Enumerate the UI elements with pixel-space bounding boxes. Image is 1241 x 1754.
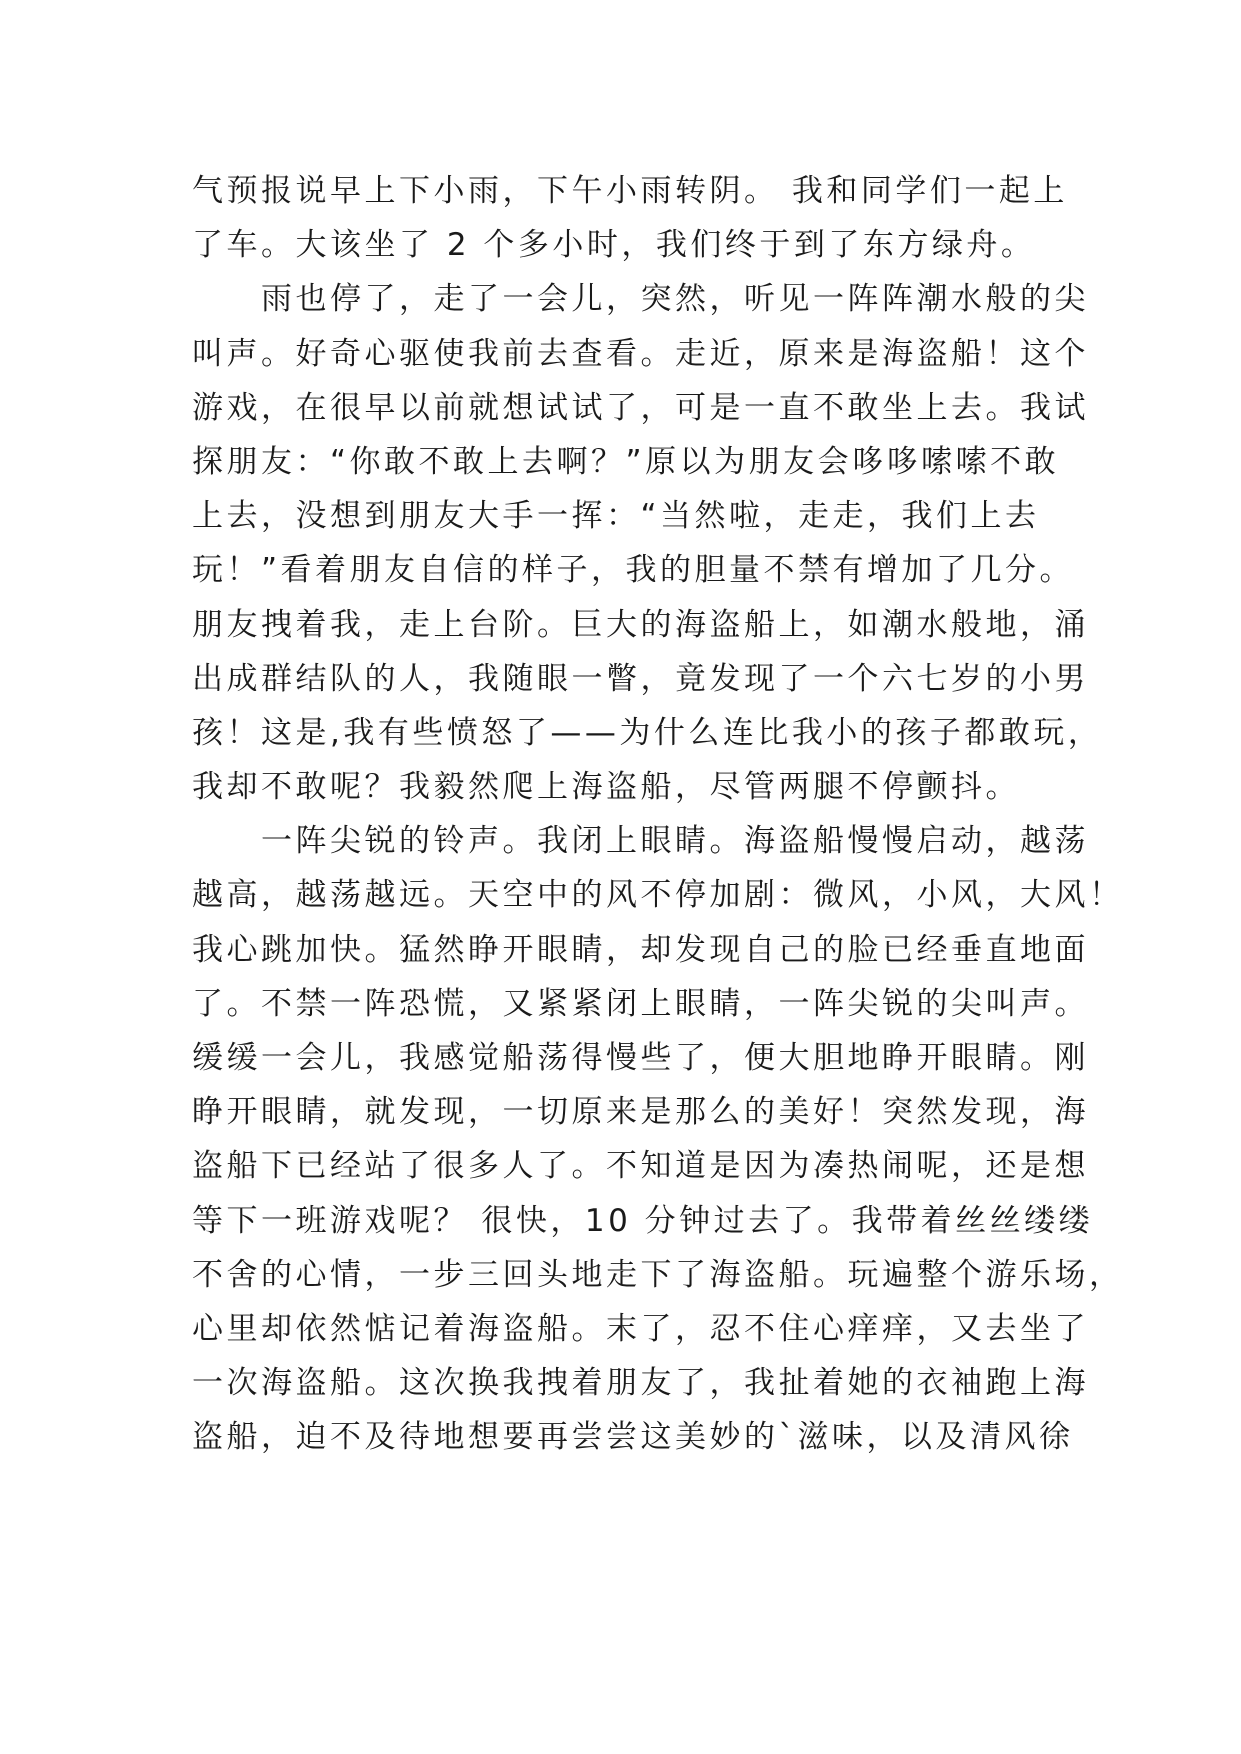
essay-body <box>192 164 1124 1465</box>
text-line: 越高，越荡越远。天空中的风不停加剧：微风，小风，大风！ <box>192 877 1124 914</box>
text-line: 孩！这是,我有些愤怒了——为什么连比我小的孩子都敢玩， <box>192 714 1103 751</box>
text-line: 了车。大该坐了 2 个多小时，我们终于到了东方绿舟。 <box>192 227 1036 264</box>
text-line: 玩！”看着朋友自信的样子，我的胆量不禁有增加了几分。 <box>192 552 1075 589</box>
text-line: 心里却依然惦记着海盗船。末了，忍不住心痒痒，又去坐了 <box>192 1310 1089 1347</box>
text-line: 气预报说早上下小雨，下午小雨转阴。 我和同学们一起上 <box>192 173 1068 209</box>
text-line: 叫声。好奇心驱使我前去查看。走近，原来是海盗船！这个 <box>192 335 1089 372</box>
text-line: 缓缓一会儿，我感觉船荡得慢些了，便大胆地睁开眼睛。刚 <box>192 1040 1089 1076</box>
text-line: 上去，没想到朋友大手一挥：“当然啦，走走，我们上去 <box>192 498 1040 535</box>
text-line: 盗船，迫不及待地想要再尝尝这美妙的`滋味，以及清风徐 <box>192 1419 1074 1456</box>
text-line: 出成群结队的人，我随眼一瞥，竟发现了一个六七岁的小男 <box>192 660 1089 697</box>
text-line: 盗船下已经站了很多人了。不知道是因为凑热闹呢，还是想 <box>192 1148 1089 1185</box>
text-line: 探朋友：“你敢不敢上去啊？”原以为朋友会哆哆嗦嗦不敢 <box>192 443 1060 480</box>
text-line: 我却不敢呢？我毅然爬上海盗船，尽管两腿不停颤抖。 <box>192 769 1020 806</box>
text-line: 我心跳加快。猛然睁开眼睛，却发现自己的脸已经垂直地面 <box>192 931 1089 968</box>
text-line: 不舍的心情，一步三回头地走下了海盗船。玩遍整个游乐场， <box>192 1256 1124 1293</box>
text-line: 一阵尖锐的铃声。我闭上眼睛。海盗船慢慢启动，越荡 <box>192 823 1089 860</box>
text-line: 等下一班游戏呢？ 很快，10 分钟过去了。我带着丝丝缕缕 <box>192 1202 1094 1239</box>
text-line: 雨也停了，走了一会儿，突然，听见一阵阵潮水般的尖 <box>192 281 1089 318</box>
text-line: 睁开眼睛，就发现，一切原来是那么的美好！突然发现，海 <box>192 1094 1089 1131</box>
text-line: 朋友拽着我，走上台阶。巨大的海盗船上，如潮水般地，涌 <box>192 606 1089 643</box>
text-line: 游戏，在很早以前就想试试了，可是一直不敢坐上去。我试 <box>192 389 1089 426</box>
text-line: 一次海盗船。这次换我拽着朋友了，我扯着她的衣袖跑上海 <box>192 1365 1089 1402</box>
text-line: 了。不禁一阵恐慌，又紧紧闭上眼睛，一阵尖锐的尖叫声。 <box>192 985 1089 1022</box>
